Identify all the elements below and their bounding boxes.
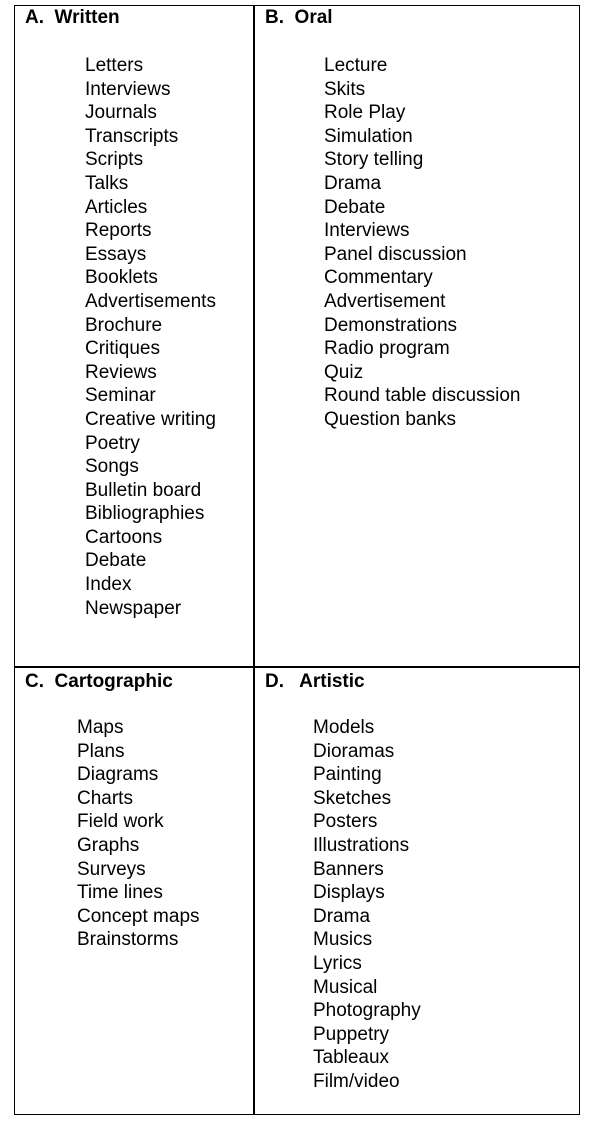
list-item: Question banks bbox=[324, 408, 457, 430]
activity-types-table bbox=[14, 5, 580, 1115]
list-item: Drama bbox=[324, 172, 382, 194]
list-item: Debate bbox=[85, 550, 147, 572]
list-item: Letters bbox=[85, 55, 144, 76]
list-item: Round table discussion bbox=[324, 385, 521, 407]
list-item: Film/video bbox=[313, 1070, 400, 1092]
list-item: Articles bbox=[85, 196, 148, 218]
list-item: Advertisement bbox=[324, 290, 446, 312]
list-item: Creative writing bbox=[85, 408, 216, 430]
list-item: Reports bbox=[85, 220, 152, 242]
item-list bbox=[313, 716, 421, 1094]
list-item: Bibliographies bbox=[85, 503, 205, 525]
list-item: Painting bbox=[313, 764, 382, 786]
item-list bbox=[77, 716, 200, 952]
list-item: Dioramas bbox=[313, 740, 395, 762]
list-item: Skits bbox=[324, 78, 366, 100]
list-item: Concept maps bbox=[77, 905, 200, 927]
list-item: Photography bbox=[313, 1000, 421, 1022]
section-artistic bbox=[255, 668, 579, 1114]
list-item: Banners bbox=[313, 858, 384, 880]
list-item: Lyrics bbox=[313, 952, 362, 974]
list-item: Talks bbox=[85, 172, 129, 194]
list-item: Surveys bbox=[77, 858, 146, 880]
list-item: Simulation bbox=[324, 125, 413, 147]
section-cartographic bbox=[15, 668, 253, 1114]
list-item: Cartoons bbox=[85, 526, 163, 548]
list-item: Drama bbox=[313, 905, 371, 927]
list-item: Brainstorms bbox=[77, 929, 179, 951]
list-item: Time lines bbox=[77, 882, 163, 904]
list-item: Songs bbox=[85, 456, 139, 478]
section-heading: D. Artistic bbox=[265, 671, 365, 692]
list-item: Newspaper bbox=[85, 597, 182, 619]
list-item: Graphs bbox=[77, 834, 140, 856]
list-item: Critiques bbox=[85, 338, 160, 360]
list-item: Panel discussion bbox=[324, 243, 467, 265]
list-item: Reviews bbox=[85, 361, 157, 383]
list-item: Booklets bbox=[85, 267, 158, 289]
list-item: Models bbox=[313, 717, 375, 738]
list-item: Interviews bbox=[85, 78, 171, 100]
list-item: Seminar bbox=[85, 385, 156, 407]
list-item: Illustrations bbox=[313, 834, 410, 856]
list-item: Demonstrations bbox=[324, 314, 458, 336]
section-heading: C. Cartographic bbox=[25, 671, 173, 692]
section-heading: B. Oral bbox=[265, 7, 333, 28]
list-item: Scripts bbox=[85, 149, 144, 171]
list-item: Posters bbox=[313, 811, 378, 833]
list-item: Story telling bbox=[324, 149, 424, 171]
list-item: Index bbox=[85, 574, 132, 596]
list-item: Plans bbox=[77, 740, 125, 762]
list-item: Musics bbox=[313, 929, 373, 951]
list-item: Lecture bbox=[324, 55, 388, 76]
list-item: Bulletin board bbox=[85, 479, 202, 501]
list-item: Sketches bbox=[313, 787, 392, 809]
list-item: Commentary bbox=[324, 267, 433, 289]
list-item: Quiz bbox=[324, 361, 364, 383]
list-item: Diagrams bbox=[77, 764, 159, 786]
list-item: Field work bbox=[77, 811, 164, 833]
list-item: Tableaux bbox=[313, 1047, 390, 1069]
list-item: Advertisements bbox=[85, 290, 216, 312]
list-item: Musical bbox=[313, 976, 378, 998]
section-written bbox=[15, 6, 253, 666]
list-item: Brochure bbox=[85, 314, 163, 336]
list-item: Interviews bbox=[324, 220, 410, 242]
list-item: Role Play bbox=[324, 102, 406, 124]
section-heading: A. Written bbox=[25, 7, 120, 28]
list-item: Journals bbox=[85, 102, 157, 124]
list-item: Debate bbox=[324, 196, 386, 218]
item-list bbox=[85, 54, 216, 620]
list-item: Charts bbox=[77, 787, 133, 809]
list-item: Essays bbox=[85, 243, 147, 265]
list-item: Transcripts bbox=[85, 125, 179, 147]
list-item: Radio program bbox=[324, 338, 450, 360]
list-item: Puppetry bbox=[313, 1023, 390, 1045]
section-oral bbox=[255, 6, 579, 666]
list-item: Maps bbox=[77, 717, 124, 738]
list-item: Poetry bbox=[85, 432, 140, 454]
list-item: Displays bbox=[313, 882, 385, 904]
item-list bbox=[324, 54, 520, 432]
